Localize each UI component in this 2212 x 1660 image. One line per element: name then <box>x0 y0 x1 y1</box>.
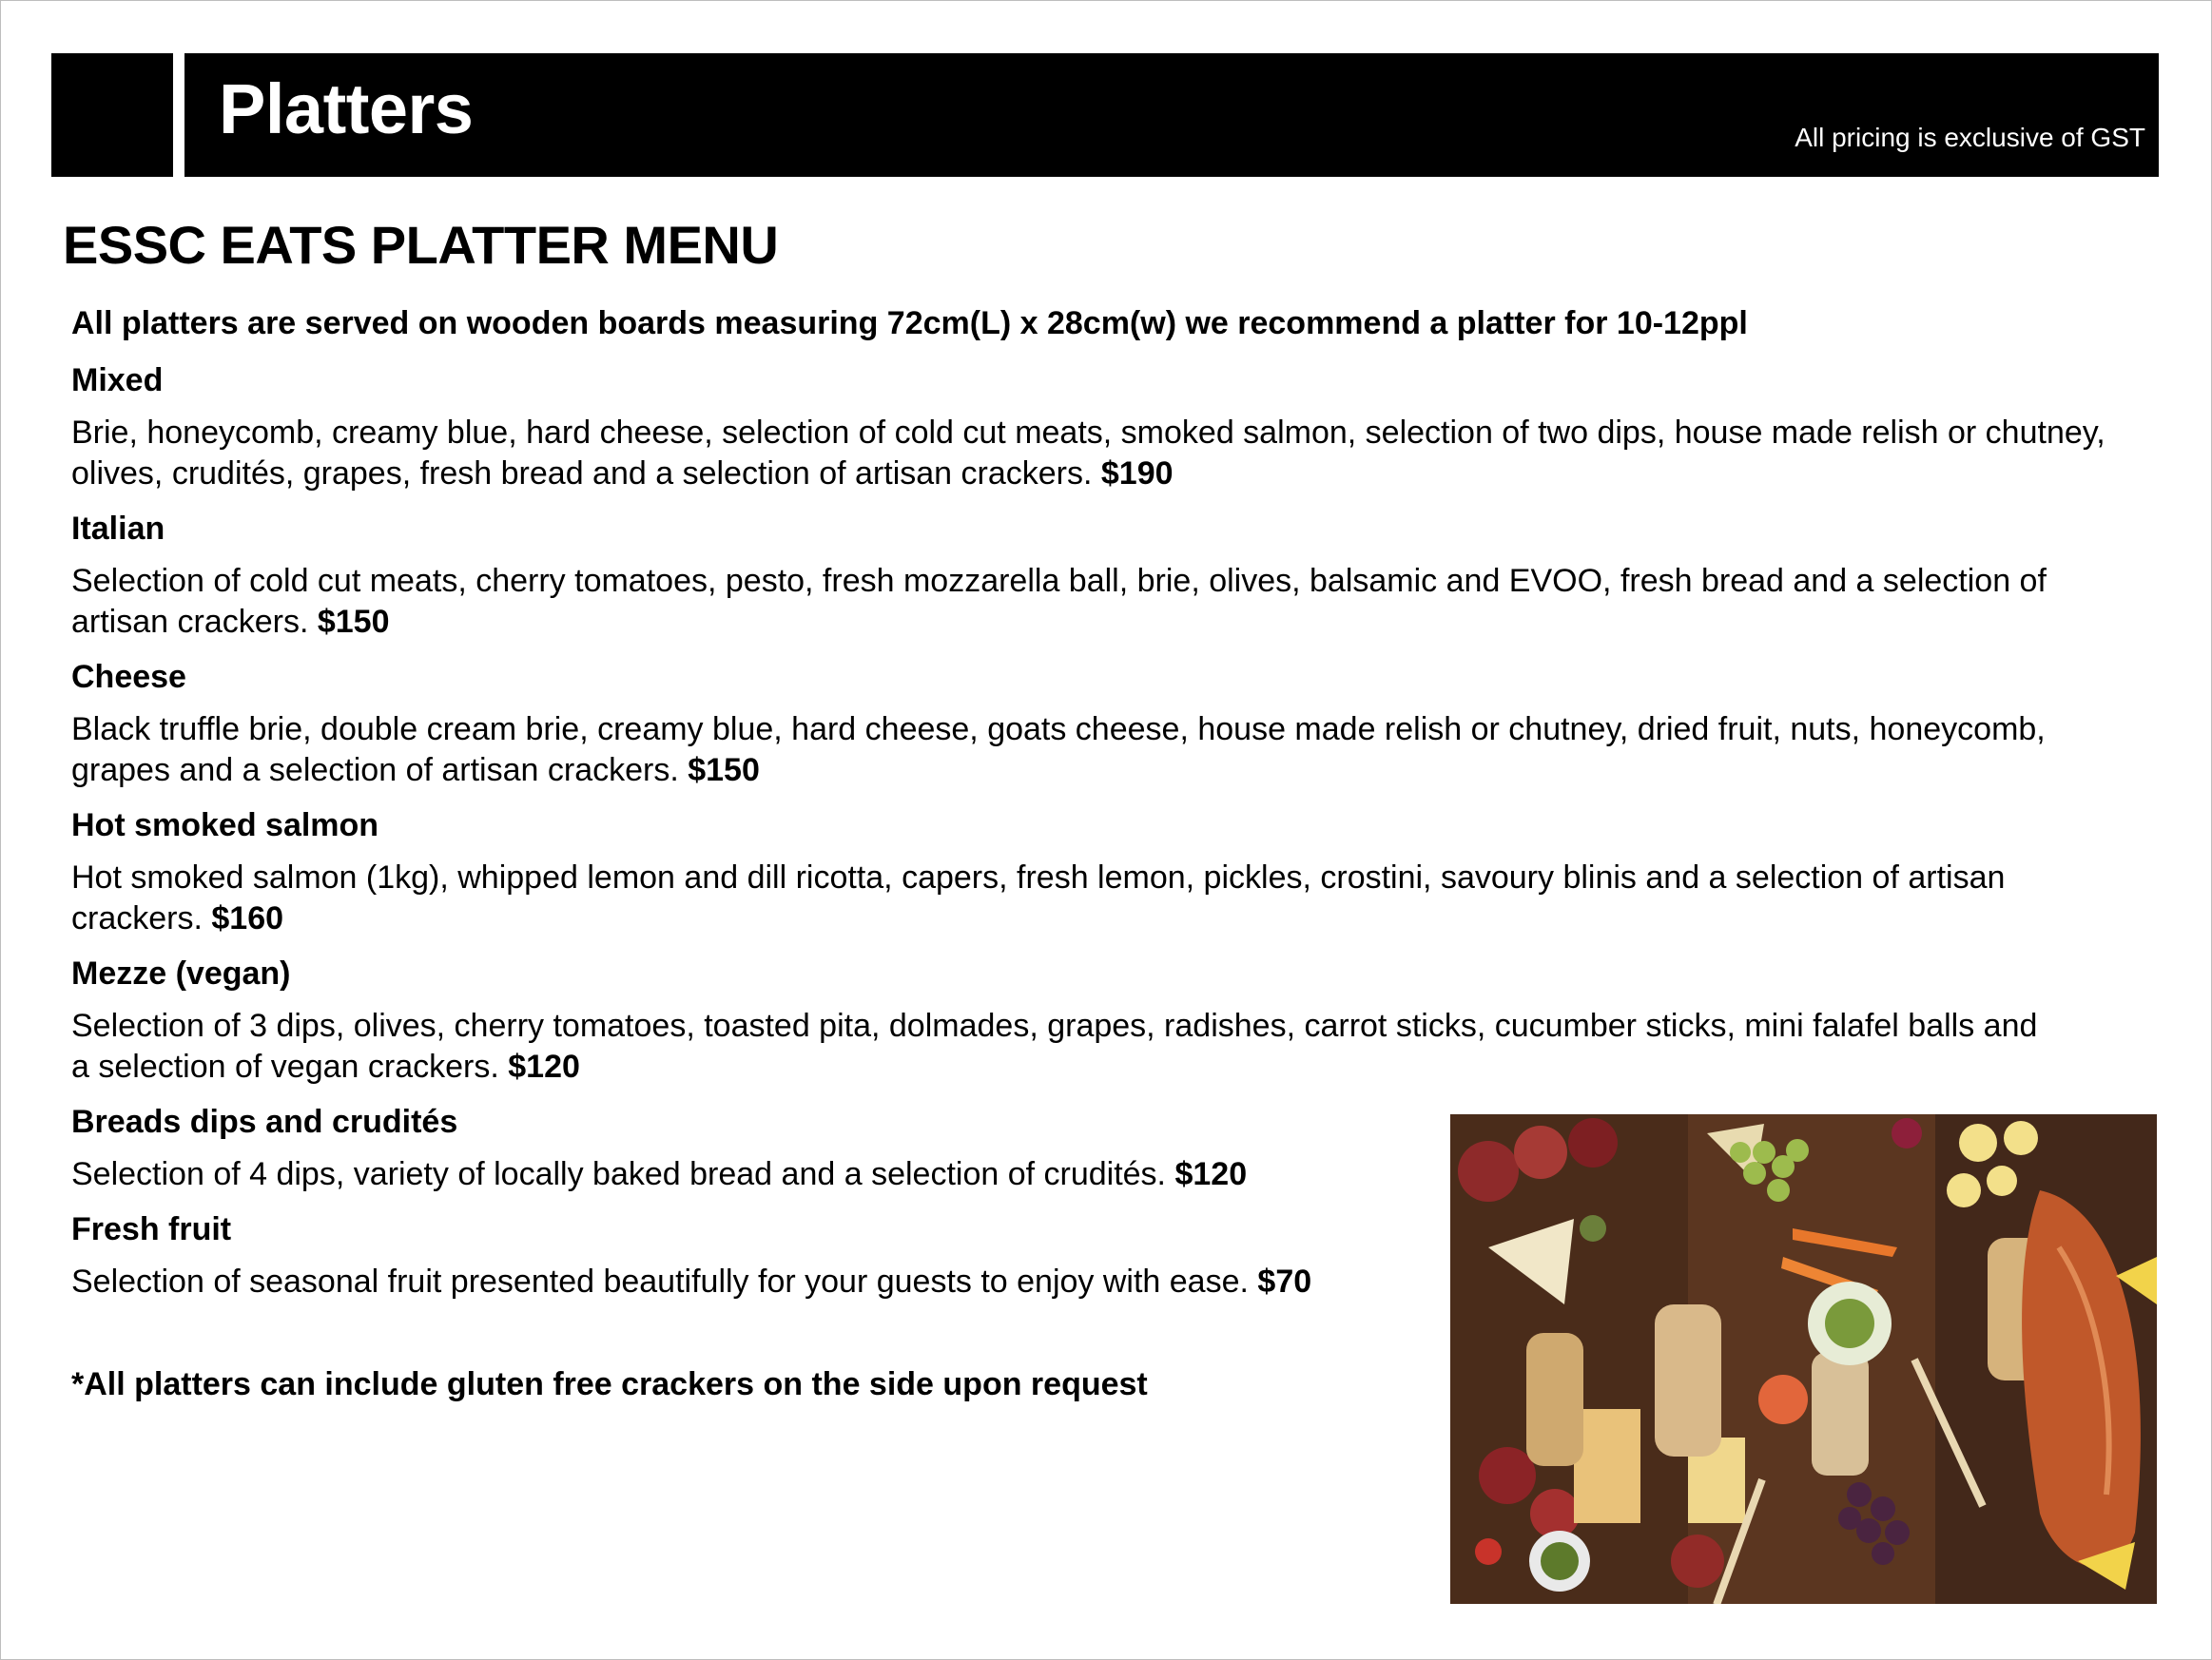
item-description <box>71 1154 1422 1195</box>
item-description-text: Selection of seasonal fruit presented beautifully for your guests to enjoy with ease. <box>71 1264 1249 1300</box>
gst-note: All pricing is exclusive of GST <box>1795 123 2145 152</box>
menu-intro: All platters are served on wooden boards measuring 72cm(L) x 28cm(w) we recommend a platter for 10-12ppl <box>71 305 1748 341</box>
item-description-text: Hot smoked salmon (1kg), whipped lemon and dill ricotta, capers, fresh lemon, pickles, crostini, savoury blinis and a selection of artisan crackers. <box>71 859 2006 936</box>
item-name: Cheese <box>71 659 186 695</box>
item-description <box>71 413 2116 494</box>
item-description-text: Black truffle brie, double cream brie, creamy blue, hard cheese, goats cheese, house made relish or chutney, dried fruit, nuts, honeycomb, grapes and a selection of artisan crackers. <box>71 711 2046 788</box>
item-price: $150 <box>317 604 390 640</box>
menu-item-italian <box>71 504 2163 643</box>
header-bar <box>184 53 2159 177</box>
item-description <box>71 1006 2049 1088</box>
menu-title: ESSC EATS PLATTER MENU <box>63 215 779 275</box>
gluten-free-footnote: *All platters can include gluten free crackers on the side upon request <box>71 1366 1148 1402</box>
menu-item-hot-smoked-salmon <box>71 801 2163 939</box>
item-name: Mixed <box>71 362 164 398</box>
item-price: $190 <box>1100 455 1174 492</box>
header-accent-block <box>51 53 173 177</box>
item-description-text: Brie, honeycomb, creamy blue, hard cheese, selection of cold cut meats, smoked salmon, selection of two dips, house made relish or chutney, olives, crudités, grapes, fresh bread and a selection of artisan crackers. <box>71 415 2105 492</box>
item-name: Italian <box>71 511 165 547</box>
item-name: Fresh fruit <box>71 1211 232 1247</box>
item-name: Mezze (vegan) <box>71 955 291 992</box>
item-name: Breads dips and crudités <box>71 1104 458 1140</box>
item-description-text: Selection of 4 dips, variety of locally baked bread and a selection of crudités. <box>71 1156 1167 1192</box>
item-description <box>71 709 2116 791</box>
item-description-text: Selection of 3 dips, olives, cherry tomatoes, toasted pita, dolmades, grapes, radishes, carrot sticks, cucumber sticks, mini falafel balls and a selection of vegan crackers. <box>71 1008 2038 1085</box>
platter-photo <box>1450 1114 2157 1604</box>
menu-item-mezze <box>71 949 2163 1088</box>
menu-item-cheese <box>71 652 2163 791</box>
item-description <box>71 561 2116 643</box>
item-name: Hot smoked salmon <box>71 807 379 843</box>
item-price: $160 <box>211 900 284 936</box>
page-title: Platters <box>219 69 474 148</box>
menu-item-mixed <box>71 356 2163 494</box>
item-price: $70 <box>1257 1264 1312 1300</box>
item-price: $150 <box>688 752 760 788</box>
item-price: $120 <box>508 1049 580 1085</box>
item-description <box>71 1262 1422 1303</box>
item-price: $120 <box>1174 1156 1248 1192</box>
item-description-text: Selection of cold cut meats, cherry tomatoes, pesto, fresh mozzarella ball, brie, olives, balsamic and EVOO, fresh bread and a selection of artisan crackers. <box>71 563 2047 640</box>
item-description <box>71 858 2116 939</box>
